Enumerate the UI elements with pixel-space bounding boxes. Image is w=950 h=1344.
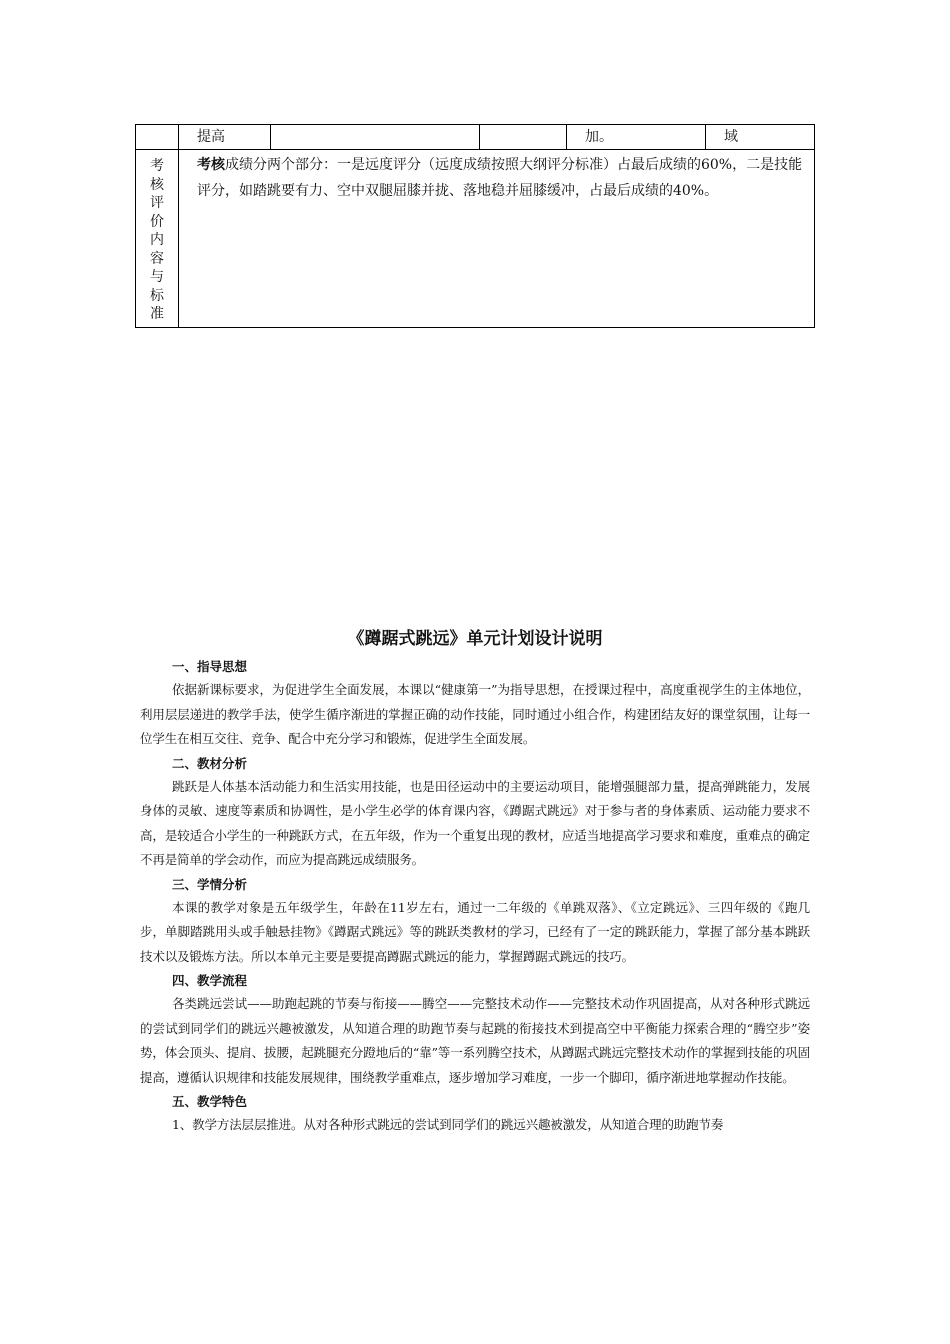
table-cell bbox=[271, 125, 480, 149]
assessment-label-cell bbox=[136, 150, 179, 328]
section-guiding-thought bbox=[140, 656, 810, 752]
assessment-table bbox=[135, 124, 815, 328]
table-row bbox=[136, 125, 814, 150]
document-title: 《蹲踞式跳远》单元计划设计说明 bbox=[347, 629, 603, 649]
section-heading: 一、指导思想 bbox=[172, 659, 248, 674]
table-cell bbox=[136, 125, 179, 149]
section-paragraph: 本课的教学对象是五年级学生，年龄在11岁左右，通过一二年级的《单跳双落》、《立定跳远》、三四年级的《跑几步，单脚踏跳用头或手触悬挂物》《蹲踞式跳远》等的跳跃类教材的学习，已经有了一定的跳跃能力，掌握了部分基本跳跃技术以及锻炼方法。所以本单元主要是要提高蹲踞式跳远的能力，掌握蹲踞式跳远的技巧。 bbox=[140, 899, 810, 964]
section-paragraph: 跳跃是人体基本活动能力和生活实用技能，也是田径运动中的主要运动项目，能增强腿部力量，提高弹跳能力，发展身体的灵敏、速度等素质和协调性，是小学生必学的体育课内容，《蹲踞式跳远》对于参与者的身体素质、运动能力要求不高，是较适合小学生的一种跳跃方式，在五年级，作为一个重复出现的教材，应适当地提高学习要求和难度，重难点的确定不再是简单的学会动作，而应为提高跳远成绩服务。 bbox=[140, 778, 810, 867]
section-student-analysis bbox=[140, 874, 810, 970]
section-heading: 三、学情分析 bbox=[172, 876, 248, 892]
section-teaching-features bbox=[140, 1091, 810, 1138]
section-heading: 二、教材分析 bbox=[172, 755, 248, 771]
section-heading: 五、教学特色 bbox=[172, 1094, 248, 1109]
assessment-content bbox=[197, 152, 807, 204]
assessment-text: 成绩分两个部分：一是远度评分（远度成绩按照大纲评分标准）占最后成绩的60%，二是技能评分，如踏跳要有力、空中双腿屈膝并拢、落地稳并屈膝缓冲，占最后成绩的40%。 bbox=[197, 157, 803, 199]
table-cell bbox=[480, 125, 567, 149]
table-cell: 提高 bbox=[179, 125, 271, 149]
assessment-bold-label: 考核 bbox=[197, 157, 225, 173]
section-teaching-process bbox=[140, 970, 810, 1090]
table-cell: 域 bbox=[724, 129, 738, 145]
section-paragraph: 1、教学方法层层推进。从对各种形式跳远的尝试到同学们的跳远兴趣被激发，从知道合理的助跑节奏 bbox=[172, 1117, 724, 1132]
section-paragraph: 依据新课标要求，为促进学生全面发展，本课以“健康第一”为指导思想，在授课过程中，高度重视学生的主体地位，利用层层递进的教学手法，使学生循序渐进的掌握正确的动作技能，同时通过小组合作，构建团结友好的课堂氛围，让每一位学生在相互交往、竞争、配合中充分学习和锻炼，促进学生全面发展。 bbox=[140, 682, 810, 746]
section-material-analysis bbox=[140, 753, 810, 873]
assessment-label: 考核评价内容与标准 bbox=[150, 158, 164, 322]
table-cell: 加。 bbox=[567, 125, 706, 149]
document-body bbox=[140, 656, 810, 1139]
section-paragraph: 各类跳远尝试——助跑起跳的节奏与衔接——腾空——完整技术动作——完整技术动作巩固提高，从对各种形式跳远的尝试到同学们的跳远兴趣被激发，从知道合理的助跑节奏与起跳的衔接技术到提高空中平衡能力探索合理的“腾空步”姿势，体会顶头、提肩、拔腰，起跳腿充分蹬地后的“靠”等一系列腾空技术，从蹲踞式跳远完整技术动作的掌握到技能的巩固提高，遵循认识规律和技能发展规律，围绕教学重难点，逐步增加学习难度，一步一个脚印，循序渐进地掌握动作技能。 bbox=[140, 996, 810, 1085]
section-heading: 四、教学流程 bbox=[172, 973, 248, 988]
